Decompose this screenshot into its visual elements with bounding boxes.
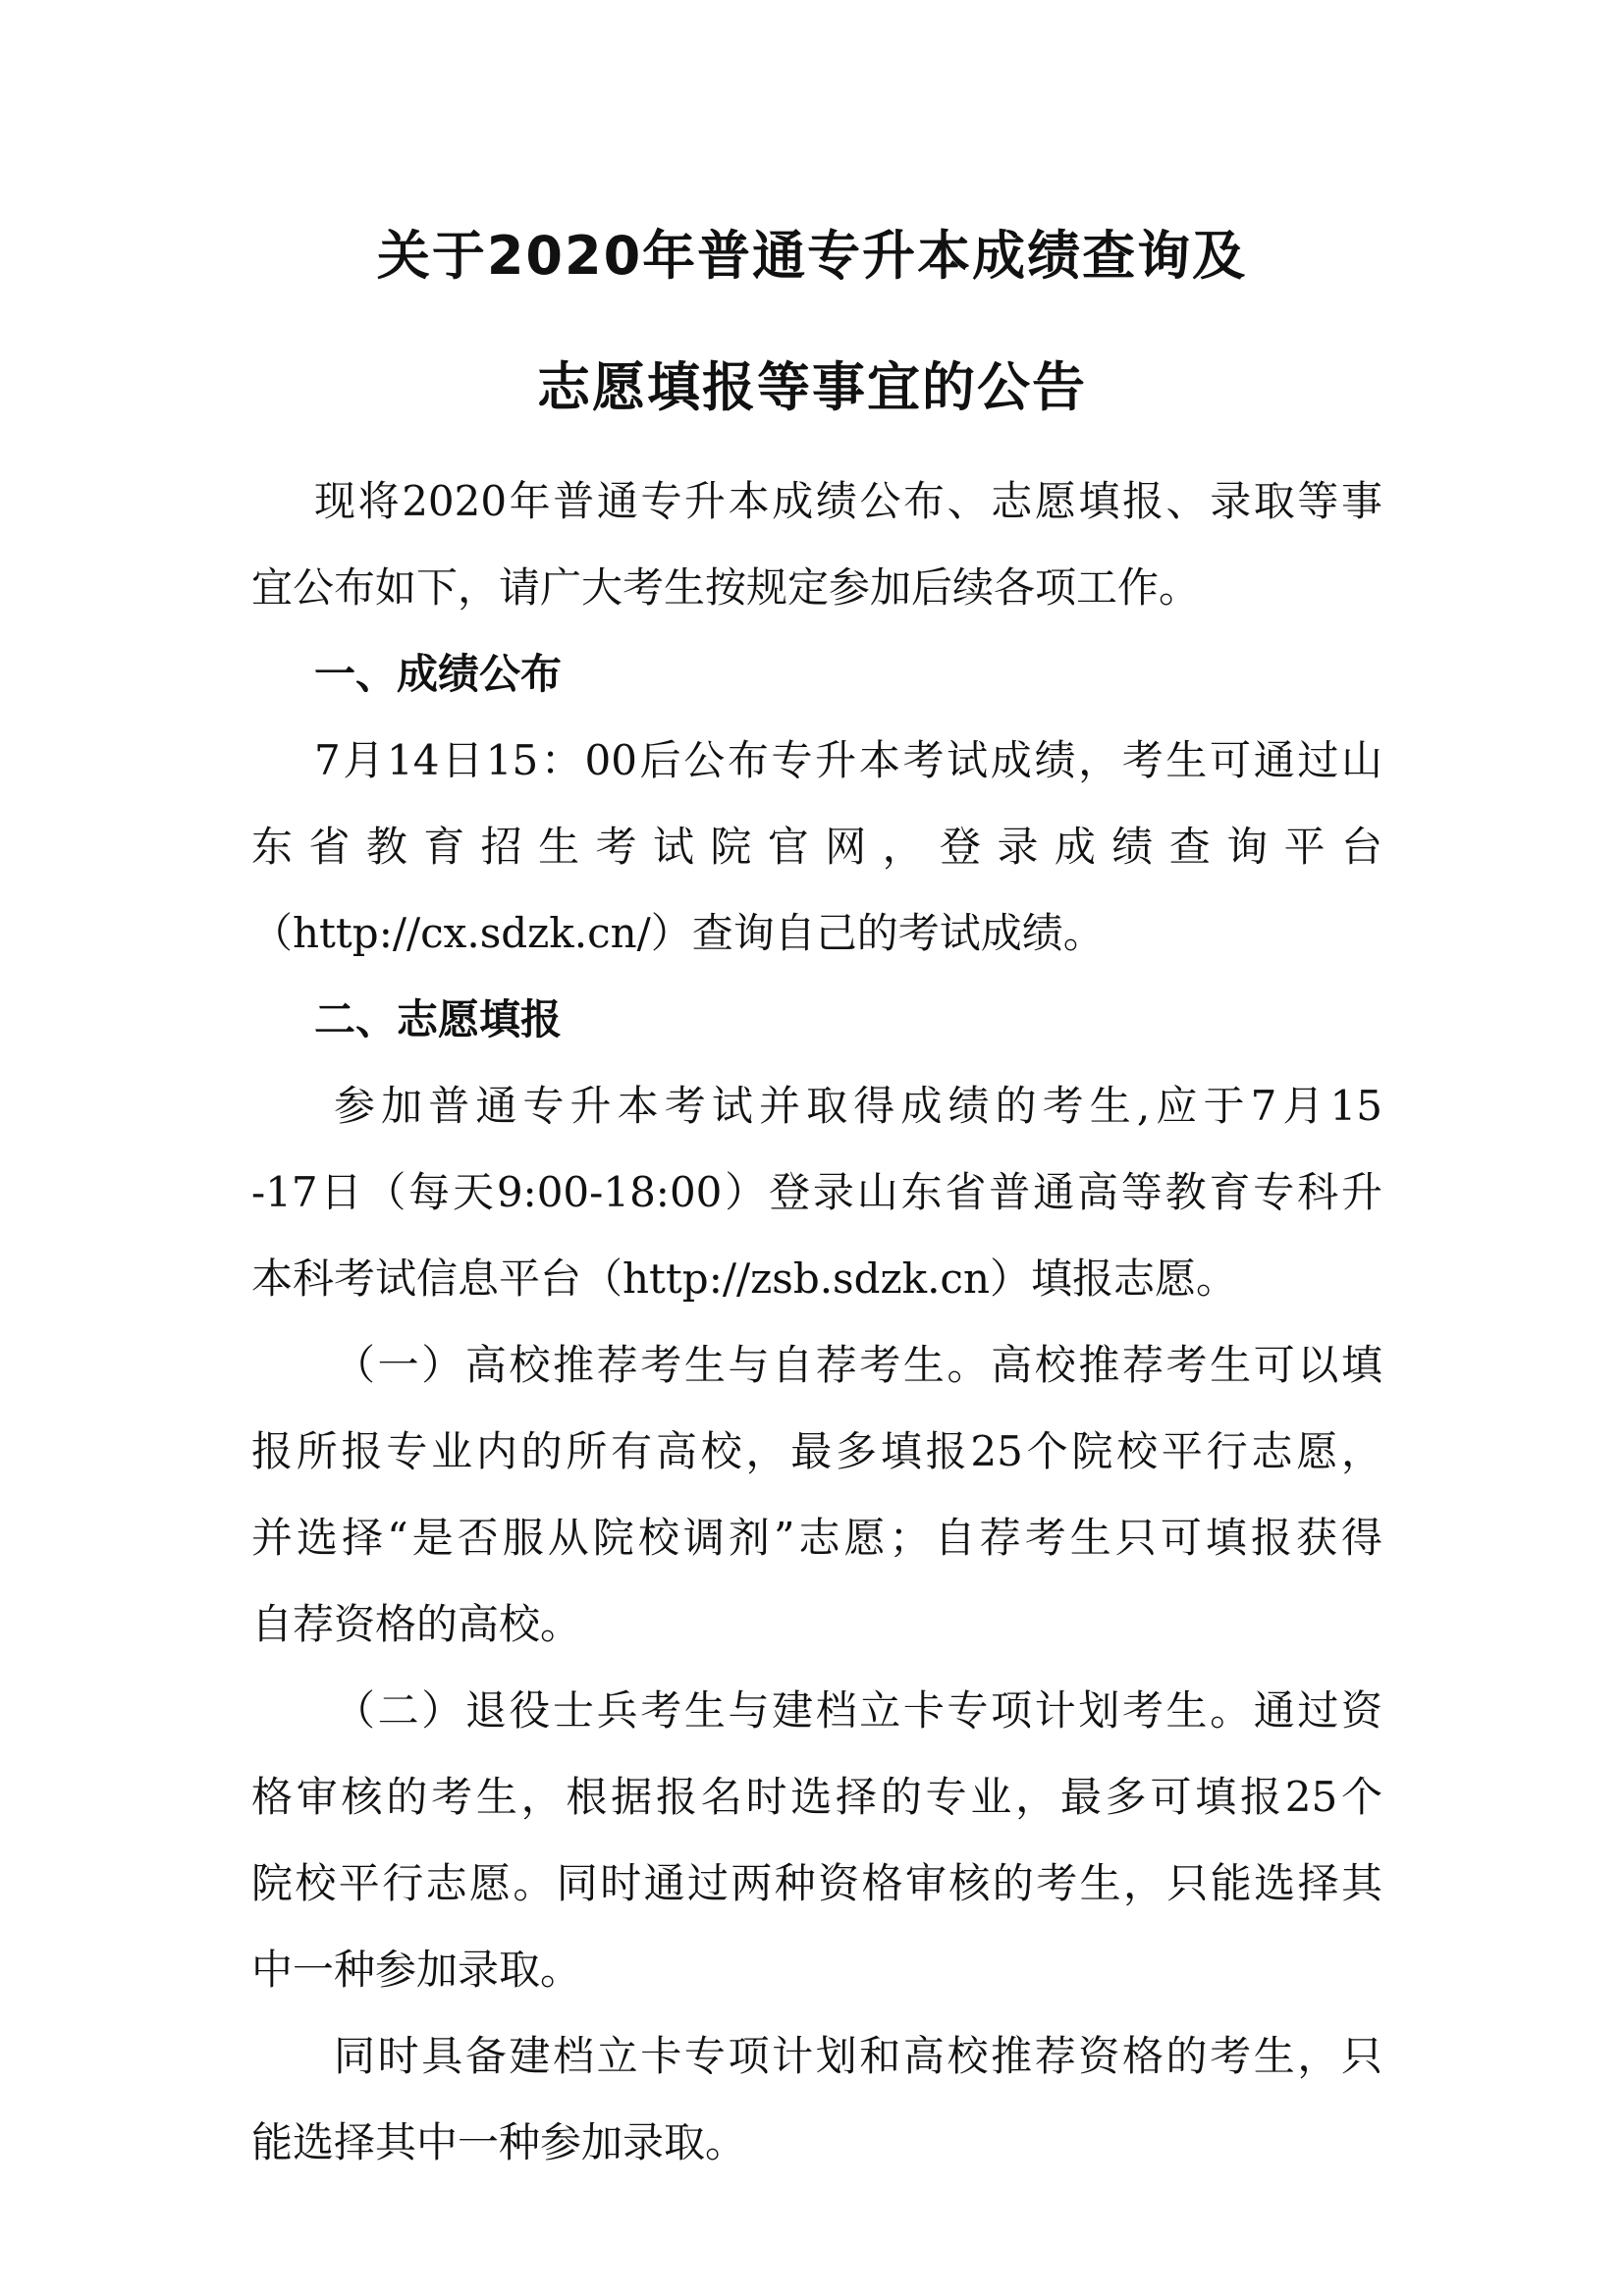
section2-p3-line-3: 院校平行志愿。同时通过两种资格审核的考生，只能选择其 <box>251 1859 1382 1907</box>
section2-p1-line-2: -17日（每天9:00-18:00）登录山东省普通高等教育专科升 <box>251 1168 1382 1216</box>
section2-p2-line-2: 报所报专业内的所有高校，最多填报25个院校平行志愿， <box>251 1427 1382 1475</box>
section2-p3-line-1: （二）退役士兵考生与建档立卡专项计划考生。通过资 <box>334 1686 1382 1735</box>
section-heading-application: 二、志愿填报 <box>314 995 563 1043</box>
document-title-line-2: 志愿填报等事宜的公告 <box>537 356 1087 418</box>
section1-line-2: 东省教育招生考试院官网，登录成绩查询平台 <box>251 823 1382 871</box>
section2-p3-line-4: 中一种参加录取。 <box>251 1946 582 1994</box>
section2-p2-line-4: 自荐资格的高校。 <box>251 1600 582 1648</box>
intro-line-2: 宜公布如下，请广大考生按规定参加后续各项工作。 <box>251 563 1201 612</box>
section2-p4-line-2: 能选择其中一种参加录取。 <box>251 2118 747 2166</box>
section2-p1-line-3: 本科考试信息平台（http://zsb.sdzk.cn）填报志愿。 <box>251 1255 1238 1303</box>
section-heading-score-release: 一、成绩公布 <box>314 650 563 698</box>
section1-line-1: 7月14日15：00后公布专升本考试成绩，考生可通过山 <box>314 736 1382 784</box>
document-title-line-1: 关于2020年普通专升本成绩查询及 <box>376 225 1248 287</box>
intro-line-1: 现将2020年普通专升本成绩公布、志愿填报、录取等事 <box>314 477 1382 525</box>
section2-p2-line-3: 并选择“是否服从院校调剂”志愿；自荐考生只可填报获得 <box>251 1514 1382 1562</box>
section2-p4-line-1: 同时具备建档立卡专项计划和高校推荐资格的考生，只 <box>334 2032 1382 2080</box>
section2-p2-line-1: （一）高校推荐考生与自荐考生。高校推荐考生可以填 <box>334 1341 1382 1389</box>
section2-p3-line-2: 格审核的考生，根据报名时选择的专业，最多可填报25个 <box>251 1773 1382 1821</box>
section1-line-3: （http://cx.sdzk.cn/）查询自己的考试成绩。 <box>251 909 1105 957</box>
section2-p1-line-1: 参加普通专升本考试并取得成绩的考生,应于7月15 <box>334 1082 1382 1130</box>
